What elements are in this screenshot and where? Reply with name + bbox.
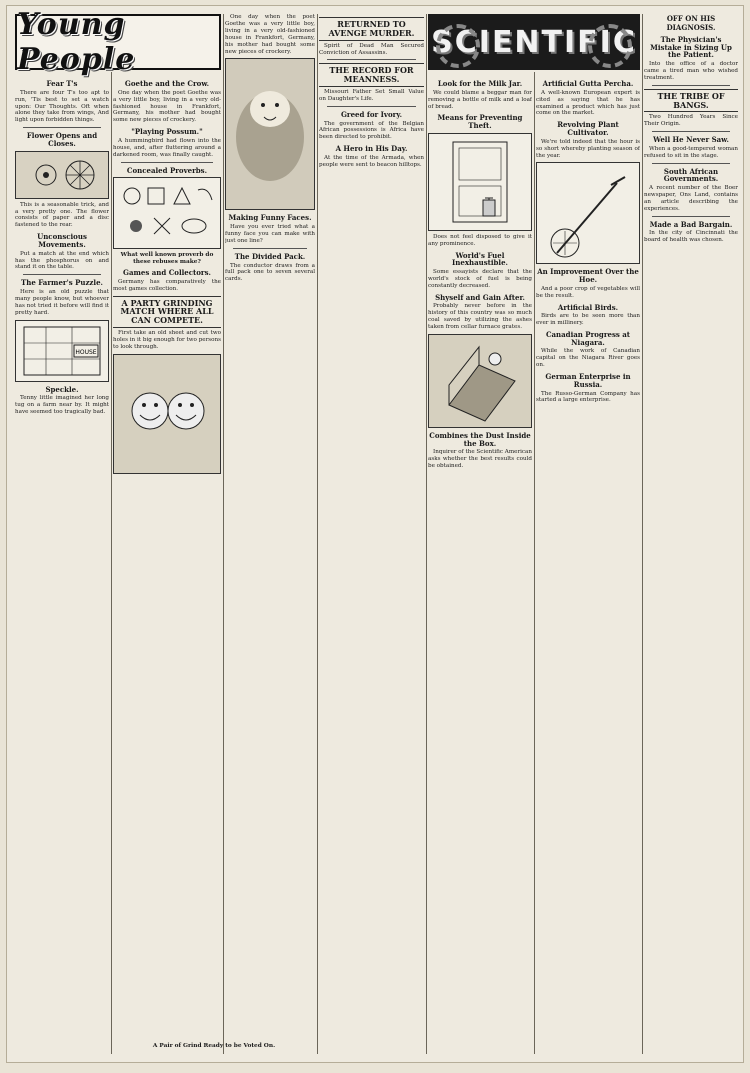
divider xyxy=(23,274,101,275)
article-body: First take an old sheet and cut two holes in it big enough for two persons to look through. xyxy=(113,329,221,350)
article-headline: Combines the Dust Inside the Box. xyxy=(429,431,531,448)
article-body: And a poor crop of vegetables will be the result. xyxy=(536,285,640,299)
milk-jar-illustration xyxy=(428,133,532,231)
door-bottle-icon xyxy=(429,134,531,230)
article-headline: Flower Opens and Closes. xyxy=(26,131,98,148)
article-headline: RETURNED TO AVENGE MURDER. xyxy=(319,17,424,41)
article-body: Spirit of Dead Man Secured Conviction of Assassins. xyxy=(319,42,424,56)
article-body: A well-known European expert is cited as saying that he has examined a product which has just come on the market. xyxy=(536,89,640,117)
article-body: Birds are to be seen more than ever in millinery. xyxy=(536,313,640,327)
article-headline: THE TRIBE OF BANGS. xyxy=(644,89,738,113)
rebus-caption: What well known proverb do these rebuses make? xyxy=(120,252,214,265)
article-body: A recent number of the Boer newspaper, Ons Land, contains an article describing the experiences. xyxy=(644,185,738,212)
article-headline: Look for the Milk Jar. xyxy=(437,79,523,88)
article-headline: Artificial Birds. xyxy=(557,302,619,312)
article-body: Here is an old puzzle that many people know, but whoever has not tried it before will find it pretty hard. xyxy=(15,289,109,316)
article-headline: Goethe and the Crow. xyxy=(124,79,210,88)
newspaper-page xyxy=(6,5,744,1063)
divider xyxy=(652,163,730,164)
article-headline: Made a Bad Bargain. xyxy=(649,219,733,229)
column-rule xyxy=(111,72,112,1054)
article-body: Germany has comparatively the most games collection. xyxy=(113,278,221,292)
article-headline: Artificial Gutta Percha. xyxy=(542,79,634,88)
article-headline: Shyself and Gain After. xyxy=(435,292,525,302)
puzzle-grid-icon xyxy=(16,321,108,381)
article-body: In the city of Cincinnati the board of health was chosen. xyxy=(644,230,738,244)
article-body: Tenny little imagined her long tug on a farm near by. It might have seemed too tragically bad. xyxy=(15,395,109,416)
article-headline: Well He Never Saw. xyxy=(653,135,729,145)
article-body: While the work of Canadian capital on the Niagara River goes on. xyxy=(536,348,640,369)
scientific-masthead xyxy=(428,14,640,70)
article-body: Missouri Father Set Small Value on Daughter's Life. xyxy=(319,89,424,102)
article-headline: Speckle. xyxy=(45,384,79,394)
divider xyxy=(233,248,307,249)
article-body: Put a match at the end which has the phosphorus on and stand it on the table. xyxy=(15,250,109,271)
farmer-puzzle-diagram xyxy=(15,320,109,382)
article-headline: World's Fuel Inexhaustible. xyxy=(452,250,508,268)
column-5 xyxy=(428,76,532,1054)
column-1 xyxy=(15,76,109,1054)
scientific-title: SCIENTIFIC xyxy=(431,24,637,60)
house-label: HOUSE xyxy=(75,348,97,356)
column-rule xyxy=(534,72,535,1054)
divider xyxy=(327,59,416,60)
divider xyxy=(23,127,101,128)
article-headline: Making Funny Faces. xyxy=(228,213,312,223)
article-headline: Fear T's xyxy=(46,79,78,88)
article-headline: Games and Collectors. xyxy=(123,268,211,278)
rebus-illustration xyxy=(113,177,221,249)
article-body: The Russo-German Company has started a large enterprise. xyxy=(536,390,640,404)
collie-illustration xyxy=(225,58,315,210)
article-headline: Means for Preventing Theft. xyxy=(437,113,523,131)
article-body: Inquirer of the Scientific American asks whether the best results could be obtained. xyxy=(428,449,532,470)
faces-icon xyxy=(114,355,220,473)
dust-box-illustration xyxy=(428,334,532,428)
column-4 xyxy=(319,14,424,1054)
article-headline: OFF ON HIS DIAGNOSIS. xyxy=(666,14,716,32)
article-body: There are four T's too apt to run, 'Tis best to set a watch upon: Our Thoughts. Oft when alone they take from wings, And light upon forbidden things. xyxy=(15,89,109,124)
column-rule xyxy=(642,14,643,1054)
article-body: One day when the poet Goethe was a very little boy, living in a very old-fashioned house in Frankfort, Germany, his mother had bought some new pieces of crockery. xyxy=(225,14,315,55)
article-headline: Revolving Plant Cultivator. xyxy=(557,120,619,137)
article-body: Does not feel disposed to give it any prominence. xyxy=(428,233,532,247)
article-headline: The Farmer's Puzzle. xyxy=(21,278,103,288)
flower-icon xyxy=(16,152,108,198)
article-headline: "Playing Possum." xyxy=(131,127,203,137)
gear-icon xyxy=(436,24,480,68)
flower-illustration xyxy=(15,151,109,199)
divider xyxy=(652,216,730,217)
article-body: We're told indeed that the hour is so short whereby planting season of the year. xyxy=(536,138,640,159)
article-headline: An Improvement Over the Hoe. xyxy=(537,267,639,285)
article-headline: Unconscious Movements. xyxy=(37,232,87,249)
column-7 xyxy=(644,14,738,1054)
article-headline: South African Governments. xyxy=(663,166,719,184)
article-headline: Concealed Proverbs. xyxy=(126,165,208,175)
article-body: Into the office of a doctor came a tired man who wished treatment. xyxy=(644,61,738,81)
article-headline: Greed for Ivory. xyxy=(340,109,403,119)
divider xyxy=(121,162,213,163)
article-headline: A Hero in His Day. xyxy=(335,144,408,154)
rebus-icon xyxy=(114,178,220,248)
article-body: At the time of the Armada, when people were sent to beacon hilltops. xyxy=(319,154,424,168)
cultivator-illustration xyxy=(536,162,640,264)
column-rule xyxy=(426,14,427,1054)
grinding-caption: A Pair of Grind Ready to be Voted On. xyxy=(152,1043,276,1049)
divider xyxy=(327,106,416,107)
dust-box-icon xyxy=(429,335,531,427)
article-body: Probably never before in the history of this country was so much coal saved by utilizing the ashes taken from cellar furnace grates. xyxy=(428,303,532,331)
young-people-title: Young People xyxy=(17,7,136,77)
column-3 xyxy=(225,14,315,1054)
article-headline: The Divided Pack. xyxy=(234,251,306,261)
column-6 xyxy=(536,76,640,1054)
article-body: We could blame a beggar man for removing a bottle of milk and a loaf of bread. xyxy=(428,89,532,110)
column-2 xyxy=(113,76,221,1054)
article-body: When a good-tempered woman refused to sit in the stage. xyxy=(644,145,738,159)
young-people-masthead xyxy=(15,7,221,77)
column-rule xyxy=(317,14,318,1054)
divider xyxy=(652,131,730,132)
article-body: Two Hundred Years Since Their Origin. xyxy=(644,114,738,128)
article-headline: Canadian Progress at Niagara. xyxy=(545,330,631,347)
article-headline: The Physician's Mistake in Sizing Up the Patient. xyxy=(650,35,732,60)
article-body: Have you ever tried what a funny face you can make with just one line? xyxy=(225,224,315,244)
article-headline: THE RECORD FOR MEANNESS. xyxy=(319,63,424,87)
article-body: One day when the poet Goethe was a very little boy, living in a very old-fashioned house in Frankfort, Germany, his mother had bought some new pieces of crockery. xyxy=(113,89,221,124)
column-rule xyxy=(223,14,224,1054)
grinding-match-illustration xyxy=(113,354,221,474)
gear-icon xyxy=(588,24,632,68)
article-headline: German Enterprise in Russia. xyxy=(545,372,631,389)
cultivator-icon xyxy=(537,163,639,263)
article-body: A hummingbird had flown into the house, and, after fluttering around a darkened room, was finally caught. xyxy=(113,137,221,158)
article-headline: A PARTY GRINDING MATCH WHERE ALL CAN COMPETE. xyxy=(113,296,221,328)
article-body: The government of the Belgian African possessions is Africa have been directed to prohibit. xyxy=(319,120,424,141)
article-body: Some essayists declare that the world's stock of fuel is being constantly decreased. xyxy=(428,268,532,289)
article-body: The conductor draws from a full pack one to seven several cards. xyxy=(225,262,315,283)
article-body: This is a seasonable trick, and a very pretty one. The flower consists of paper and a disc fastened to the rear. xyxy=(15,201,109,229)
dog-icon xyxy=(226,59,314,209)
divider xyxy=(652,85,730,86)
